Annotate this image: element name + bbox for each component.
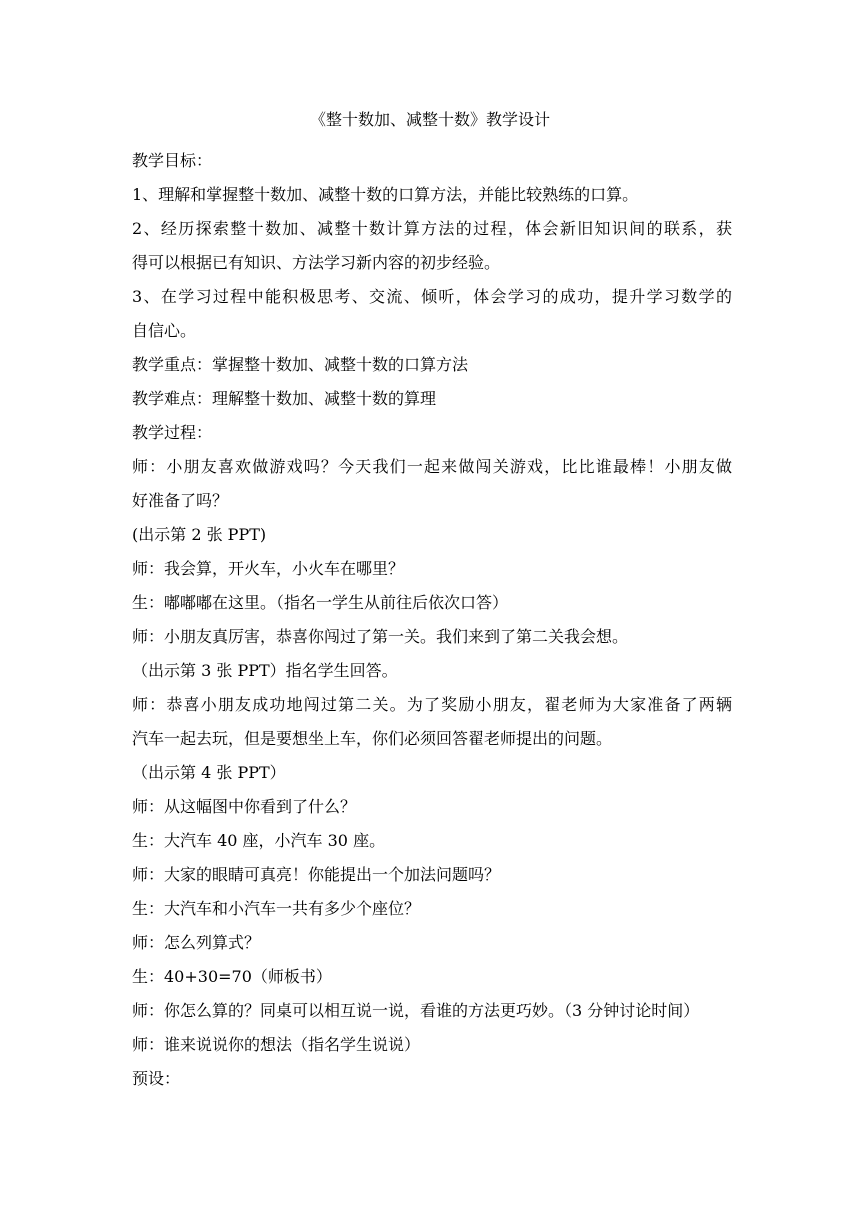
paragraph-dialogue [132,790,732,824]
text-line: 师：大家的眼睛可真亮！你能提出一个加法问题吗？ [132,865,501,884]
text-line: 师：谁来说说你的想法（指名学生说说） [132,1035,421,1054]
paragraph-difficulty [132,382,732,416]
text-line: 3、在学习过程中能积极思考、交流、倾听，体会学习的成功，提升学习数学的 [132,287,732,306]
text-line: 师：恭喜小朋友成功地闯过第二关。为了奖励小朋友，翟老师为大家准备了两辆 [132,695,732,714]
text-line: 师：我会算，开火车，小火车在哪里？ [132,559,405,578]
paragraph-dialogue [132,586,732,620]
text-line: 教学过程： [132,423,213,442]
text-line: 预设： [132,1069,181,1088]
text-line: 生：40+30=70（师板书） [132,967,332,986]
text-line: (出示第 2 张 PPT) [132,525,267,544]
paragraph-dialogue [132,892,732,926]
document-title: 《整十数加、减整十数》教学设计 [309,110,550,129]
text-line: 自信心。 [132,321,197,340]
paragraph-dialogue [132,960,732,994]
text-line: 师：小朋友真厉害，恭喜你闯过了第一关。我们来到了第二关我会想。 [132,627,629,646]
text-line: 教学难点：理解整十数加、减整十数的算理 [132,389,437,408]
paragraph-dialogue [132,926,732,960]
paragraph-dialogue [132,688,732,756]
paragraph-dialogue [132,518,732,552]
paragraph-dialogue [132,620,732,654]
paragraph-dialogue [132,1028,732,1062]
text-line: 生：大汽车 40 座，小汽车 30 座。 [132,831,386,850]
paragraph-dialogue [132,552,732,586]
text-line: 教学重点：掌握整十数加、减整十数的口算方法 [132,355,469,374]
paragraph-objectives-heading [132,144,732,178]
text-line: （出示第 3 张 PPT）指名学生回答。 [132,661,398,680]
text-line: 2、经历探索整十数加、减整十数计算方法的过程，体会新旧知识间的联系，获 [132,219,732,238]
text-line: （出示第 4 张 PPT） [132,763,286,782]
text-line: 生：大汽车和小汽车一共有多少个座位？ [132,899,421,918]
text-line: 师：怎么列算式？ [132,933,261,952]
text-line: 师：小朋友喜欢做游戏吗？今天我们一起来做闯关游戏，比比谁最棒！小朋友做 [132,457,732,476]
text-line: 得可以根据已有知识、方法学习新内容的初步经验。 [132,253,501,272]
text-line: 好准备了吗？ [132,491,229,510]
paragraph-objective-1 [132,178,732,212]
paragraph-dialogue [132,994,732,1028]
text-line: 教学目标： [132,151,213,170]
paragraph-process-heading [132,416,732,450]
document-body [132,144,732,1096]
text-line: 师：从这幅图中你看到了什么？ [132,797,357,816]
text-line: 汽车一起去玩，但是要想坐上车，你们必须回答翟老师提出的问题。 [132,729,613,748]
paragraph-dialogue [132,756,732,790]
paragraph-dialogue [132,450,732,518]
paragraph-key-point [132,348,732,382]
paragraph-dialogue [132,858,732,892]
paragraph-dialogue [132,654,732,688]
text-line: 1、理解和掌握整十数加、减整十数的口算方法，并能比较熟练的口算。 [132,185,639,204]
text-line: 生：嘟嘟嘟在这里。（指名一学生从前往后依次口答） [132,593,509,612]
paragraph-dialogue [132,824,732,858]
paragraph-preset [132,1062,732,1096]
text-line: 师：你怎么算的？同桌可以相互说一说，看谁的方法更巧妙。（3 分钟讨论时间） [132,1001,700,1020]
paragraph-objective-2 [132,212,732,280]
paragraph-objective-3 [132,280,732,348]
